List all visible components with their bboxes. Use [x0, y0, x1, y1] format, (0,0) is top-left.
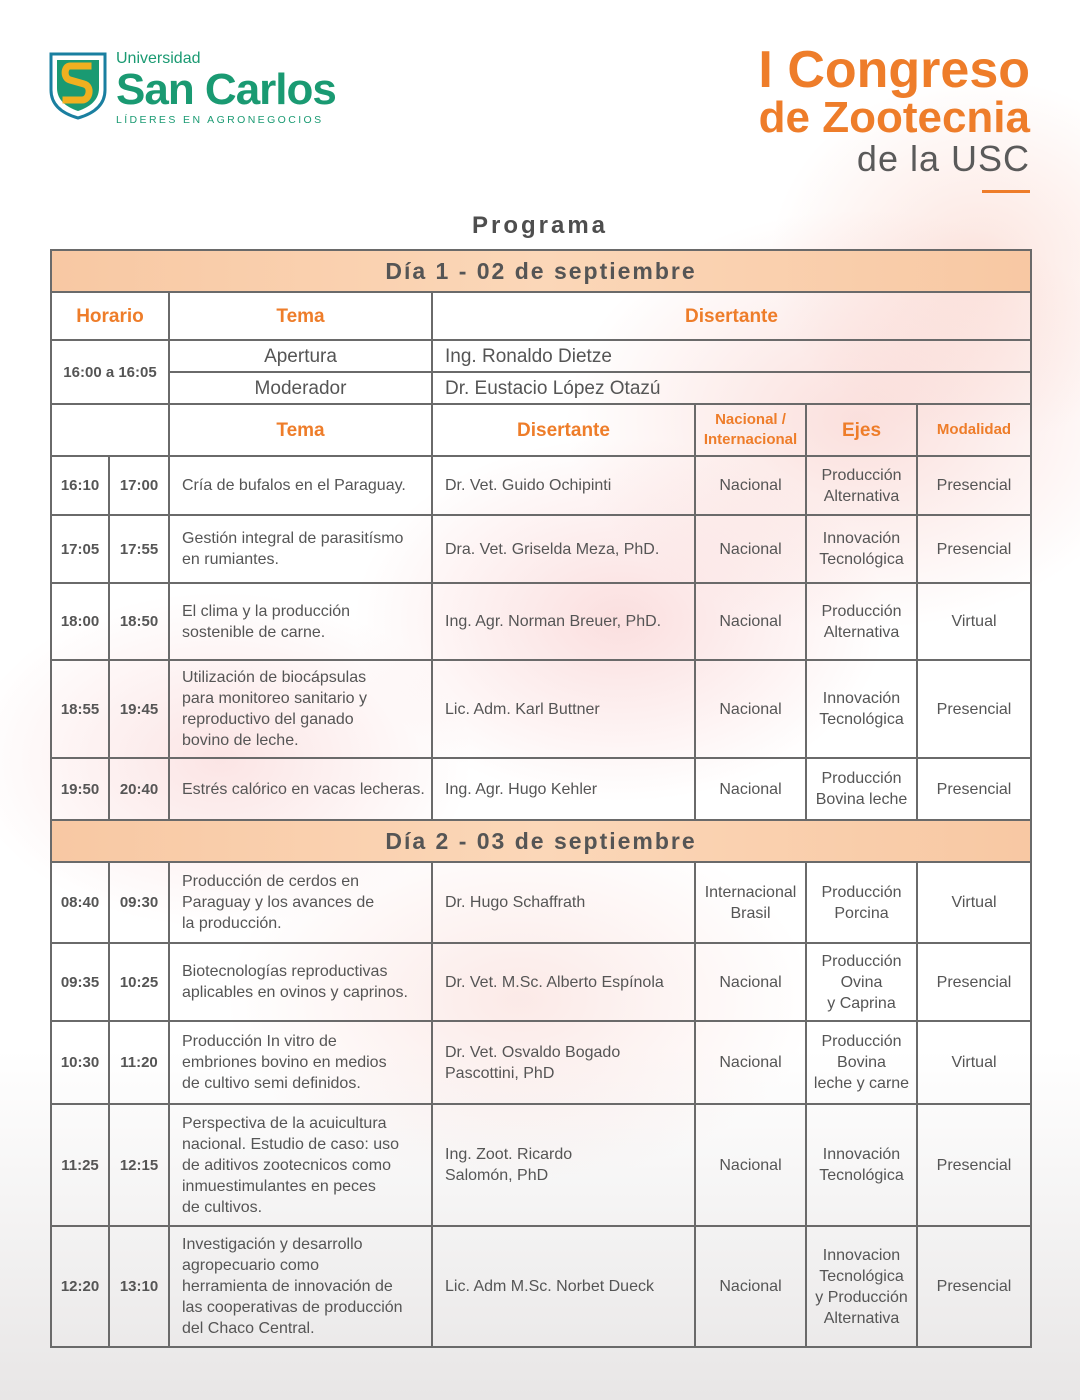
opening-tema: Apertura: [169, 340, 432, 372]
sub-header-tema: Tema: [169, 404, 432, 456]
cell-line: y Producción: [815, 1288, 908, 1306]
cell-line: Producción: [821, 770, 902, 787]
program-table: [50, 249, 1032, 1348]
cell-line: del Chaco Central.: [182, 1320, 315, 1337]
sub-header-nacional: Nacional /: [715, 411, 786, 428]
cell-line: Dr. Vet. M.Sc. Alberto Espínola: [445, 973, 664, 991]
start-time: 08:40: [51, 862, 109, 943]
cell-line: de cultivos.: [182, 1198, 263, 1216]
end-time: 09:30: [109, 862, 169, 943]
start-time: 18:55: [51, 660, 109, 758]
start-time: 17:05: [51, 515, 109, 583]
cell-line: Nacional: [719, 700, 782, 718]
opening-disertante: Ing. Ronaldo Dietze: [432, 340, 1031, 372]
cell-line: Nacional: [719, 540, 782, 558]
modalidad-cell: Presencial: [917, 1104, 1031, 1226]
header-horario: Horario: [51, 292, 169, 340]
ejes-cell: [806, 583, 917, 660]
disertante-cell: [432, 660, 695, 758]
ejes-cell: [806, 515, 917, 583]
cell-line: Ing. Zoot. Ricardo: [445, 1146, 573, 1163]
shield-logo-icon: [48, 50, 108, 120]
cell-line: agropecuario como: [182, 1257, 319, 1274]
session-row: [51, 515, 1031, 583]
end-time: 10:25: [109, 943, 169, 1021]
end-time: 17:00: [109, 456, 169, 515]
cell-line: Lic. Adm M.Sc. Norbet Dueck: [445, 1278, 654, 1295]
cell-line: Producción: [821, 952, 902, 970]
congress-title: [758, 41, 1030, 193]
disertante-cell: [432, 1226, 695, 1347]
sub-header-internacional: Internacional: [703, 431, 798, 448]
start-time: 16:10: [51, 456, 109, 515]
end-time: 11:20: [109, 1021, 169, 1104]
start-time: 19:50: [51, 758, 109, 820]
origen-cell: [695, 758, 806, 820]
ejes-cell: [806, 1226, 917, 1347]
cell-line: Bovina leche: [815, 791, 908, 808]
cell-line: para monitoreo sanitario y: [182, 690, 367, 707]
modalidad-cell: Presencial: [917, 456, 1031, 515]
cell-line: reproductivo del ganado: [182, 711, 354, 728]
origen-cell: [695, 943, 806, 1021]
cell-line: Alternativa: [823, 487, 900, 505]
moderator-disertante: Dr. Eustacio López Otazú: [432, 372, 1031, 404]
cell-line: Gestión integral de parasitísmo: [182, 530, 404, 547]
cell-line: Nacional: [719, 477, 782, 494]
moderator-row: [51, 372, 1031, 404]
cell-line: Nacional: [719, 1278, 782, 1295]
congress-line-2: de Zootecnia: [758, 93, 1030, 142]
origen-cell: [695, 660, 806, 758]
cell-line: Dra. Vet. Griselda Meza, PhD.: [445, 540, 660, 558]
cell-line: Ing. Agr. Norman Breuer, PhD.: [445, 613, 662, 630]
logo-tagline: LÍDERES EN AGRONEGOCIOS: [116, 114, 324, 126]
disertante-cell: [432, 456, 695, 515]
sub-header-row: [51, 404, 1031, 456]
origen-cell: [695, 862, 806, 943]
cell-line: la producción.: [182, 915, 282, 932]
cell-line: de aditivos zootecnicos como: [182, 1156, 391, 1174]
ejes-cell: [806, 862, 917, 943]
cell-line: Producción: [821, 466, 902, 484]
origen-cell: [695, 456, 806, 515]
end-time: 19:45: [109, 660, 169, 758]
end-time: 18:50: [109, 583, 169, 660]
tema-cell: [169, 515, 432, 583]
day-2-title: Día 2 - 03 de septiembre: [51, 820, 1031, 862]
opening-time: 16:00 a 16:05: [51, 340, 169, 404]
start-time: 10:30: [51, 1021, 109, 1104]
modalidad-cell: Virtual: [917, 862, 1031, 943]
session-row: [51, 456, 1031, 515]
sub-header-modalidad: Modalidad: [917, 404, 1031, 456]
start-time: 12:20: [51, 1226, 109, 1347]
day-1-title: Día 1 - 02 de septiembre: [51, 250, 1031, 292]
cell-line: Producción: [821, 883, 902, 901]
cell-line: Nacional: [719, 1156, 782, 1174]
ejes-cell: [806, 1104, 917, 1226]
cell-line: Producción In vitro de: [182, 1033, 337, 1050]
tema-cell: [169, 1021, 432, 1104]
cell-line: El clima y la producción: [182, 602, 351, 620]
modalidad-cell: Presencial: [917, 943, 1031, 1021]
modalidad-cell: Virtual: [917, 583, 1031, 660]
tema-cell: [169, 1226, 432, 1347]
modalidad-cell: Virtual: [917, 1021, 1031, 1104]
session-row: [51, 660, 1031, 758]
tema-cell: [169, 758, 432, 820]
cell-line: Nacional: [719, 613, 782, 630]
tema-cell: [169, 583, 432, 660]
start-time: 11:25: [51, 1104, 109, 1226]
cell-line: Tecnológica: [819, 551, 904, 568]
ejes-cell: [806, 943, 917, 1021]
cell-line: las cooperativas de producción: [182, 1299, 403, 1316]
cell-line: Brasil: [730, 904, 771, 922]
origen-cell: [695, 583, 806, 660]
program-heading: Programa: [471, 212, 609, 239]
cell-line: bovino de leche.: [182, 732, 299, 749]
cell-line: Producción: [821, 602, 902, 620]
cell-line: Producción: [821, 1033, 902, 1050]
cell-line: Alternativa: [823, 623, 900, 641]
session-row: [51, 862, 1031, 943]
cell-line: Innovación: [822, 530, 901, 547]
day-1-header: [51, 250, 1031, 292]
cell-line: embriones bovino en medios: [182, 1054, 387, 1071]
cell-line: Paraguay y los avances de: [182, 894, 375, 911]
cell-line: Innovación: [822, 690, 901, 707]
modalidad-cell: Presencial: [917, 515, 1031, 583]
column-header-row: [51, 292, 1031, 340]
cell-line: Bovina: [837, 1054, 886, 1071]
ejes-cell: [806, 456, 917, 515]
cell-line: Alternativa: [823, 1309, 900, 1327]
logo-name: San Carlos: [116, 65, 336, 114]
logo-university-label: Universidad: [116, 50, 201, 67]
cell-line: Dr. Vet. Osvaldo Bogado: [445, 1043, 621, 1061]
start-time: 18:00: [51, 583, 109, 660]
cell-line: sostenible de carne.: [182, 623, 326, 641]
cell-line: Utilización de biocápsulas: [182, 669, 367, 686]
session-row: [51, 1104, 1031, 1226]
ejes-cell: [806, 660, 917, 758]
tema-cell: [169, 943, 432, 1021]
cell-line: Pascottini, PhD: [445, 1064, 555, 1082]
tema-cell: [169, 862, 432, 943]
session-row: [51, 1021, 1031, 1104]
cell-line: herramienta de innovación de: [182, 1278, 393, 1295]
cell-line: Tecnológica: [819, 711, 904, 728]
cell-line: Investigación y desarrollo: [182, 1236, 363, 1253]
cell-line: Porcina: [834, 904, 889, 922]
day-2-header: [51, 820, 1031, 862]
end-time: 17:55: [109, 515, 169, 583]
disertante-cell: [432, 515, 695, 583]
cell-line: Tecnológica: [819, 1267, 904, 1285]
disertante-cell: [432, 758, 695, 820]
origen-cell: [695, 1021, 806, 1104]
sub-header-disertante: Disertante: [432, 404, 695, 456]
session-row: [51, 758, 1031, 820]
cell-line: Producción de cerdos en: [182, 873, 359, 890]
cell-line: inmuestimulantes en peces: [182, 1177, 376, 1195]
disertante-cell: [432, 943, 695, 1021]
modalidad-cell: Presencial: [917, 1226, 1031, 1347]
university-logo: [48, 50, 336, 126]
cell-line: en rumiantes.: [182, 551, 279, 568]
cell-line: Biotecnologías reproductivas: [182, 963, 388, 980]
modalidad-cell: Presencial: [917, 758, 1031, 820]
end-time: 20:40: [109, 758, 169, 820]
sub-header-empty: [51, 404, 169, 456]
disertante-cell: [432, 862, 695, 943]
title-underline: [982, 190, 1030, 193]
cell-line: de cultivo semi definidos.: [182, 1075, 361, 1092]
opening-row: [51, 340, 1031, 372]
cell-line: Innovación: [822, 1146, 901, 1163]
disertante-cell: [432, 1021, 695, 1104]
cell-line: Perspectiva de la acuicultura: [182, 1114, 387, 1132]
ejes-cell: [806, 758, 917, 820]
cell-line: Lic. Adm. Karl Buttner: [445, 700, 600, 718]
cell-line: Nacional: [719, 973, 782, 991]
origen-cell: [695, 1226, 806, 1347]
cell-line: aplicables en ovinos y caprinos.: [182, 984, 408, 1001]
end-time: 12:15: [109, 1104, 169, 1226]
cell-line: y Caprina: [827, 994, 896, 1012]
cell-line: Nacional: [719, 780, 782, 798]
disertante-cell: [432, 1104, 695, 1226]
tema-cell: [169, 660, 432, 758]
cell-line: Ing. Agr. Hugo Kehler: [445, 780, 598, 798]
ejes-cell: [806, 1021, 917, 1104]
congress-line-3: de la USC: [856, 138, 1030, 179]
origen-cell: [695, 1104, 806, 1226]
congress-line-1: I Congreso: [758, 41, 1030, 99]
start-time: 09:35: [51, 943, 109, 1021]
sub-header-ejes: Ejes: [806, 404, 917, 456]
session-row: [51, 943, 1031, 1021]
cell-line: Estrés calórico en vacas lecheras.: [182, 780, 425, 798]
origen-cell: [695, 515, 806, 583]
cell-line: leche y carne: [813, 1075, 910, 1092]
cell-line: Cría de bufalos en el Paraguay.: [182, 477, 406, 494]
cell-line: nacional. Estudio de caso: uso: [182, 1135, 400, 1153]
disertante-cell: [432, 583, 695, 660]
tema-cell: [169, 456, 432, 515]
cell-line: Tecnológica: [819, 1167, 904, 1184]
cell-line: Salomón, PhD: [445, 1167, 549, 1184]
end-time: 13:10: [109, 1226, 169, 1347]
sub-header-origen: [695, 404, 806, 456]
modalidad-cell: Presencial: [917, 660, 1031, 758]
moderator-tema: Moderador: [169, 372, 432, 404]
cell-line: Nacional: [719, 1054, 782, 1071]
cell-line: Dr. Vet. Guido Ochipinti: [445, 477, 612, 494]
header-disertante: Disertante: [432, 292, 1031, 340]
tema-cell: [169, 1104, 432, 1226]
session-row: [51, 583, 1031, 660]
session-row: [51, 1226, 1031, 1347]
cell-line: Ovina: [840, 973, 883, 991]
cell-line: Internacional: [704, 883, 797, 901]
cell-line: Innovacion: [822, 1246, 901, 1264]
cell-line: Dr. Hugo Schaffrath: [445, 894, 586, 911]
header-tema: Tema: [169, 292, 432, 340]
